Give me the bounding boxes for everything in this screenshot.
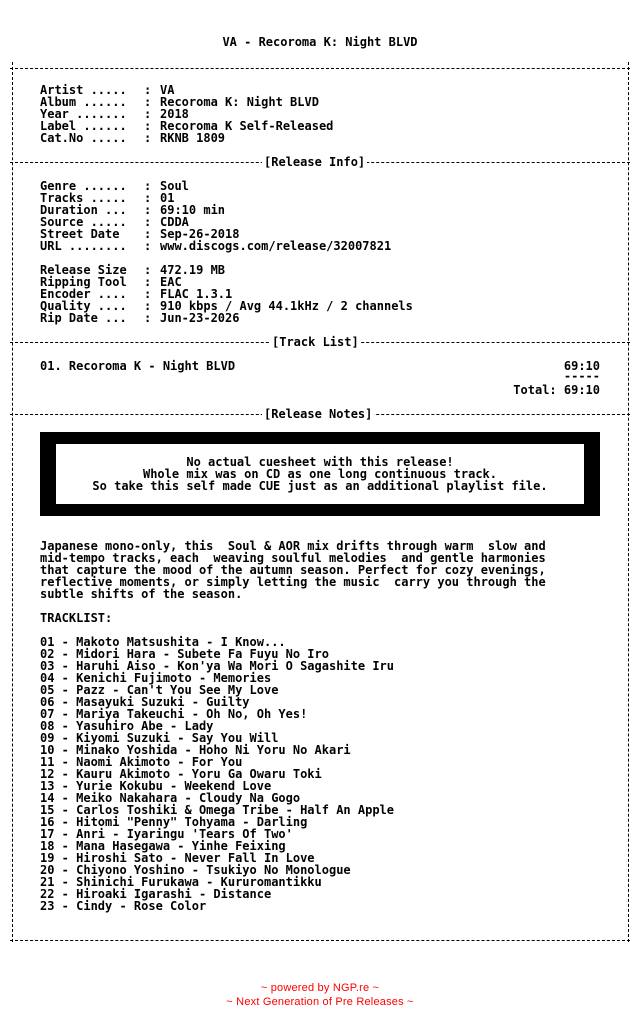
top-rule: [10, 68, 630, 69]
release_info-value: 01: [160, 191, 175, 205]
info-value: Recoroma K: Night BLVD: [160, 95, 319, 109]
notice-box: [40, 432, 600, 516]
rip_info-key: Quality ....: [40, 299, 127, 313]
track-list-heading: [Track List]: [272, 335, 359, 349]
rip_info-key: Ripping Tool: [40, 275, 127, 289]
rip_info-value: 472.19 MB: [160, 263, 226, 277]
info-separator: :: [144, 107, 152, 121]
rip_info-value: Jun-23-2026: [160, 311, 240, 325]
release_info-key: Tracks .....: [40, 191, 127, 205]
release_info-separator: :: [144, 179, 152, 193]
rip_info-value: 910 kbps / Avg 44.1kHz / 2 channels: [160, 299, 413, 313]
description-line: that capture the mood of the autumn season. Perfect for cozy evenings,: [40, 563, 546, 577]
tracklist-item: 16 - Hitomi "Penny" Tohyama - Darling: [40, 815, 308, 829]
track-list-total: Total: 69:10: [513, 383, 600, 397]
tracklist-item: 10 - Minako Yoshida - Hoho Ni Yoru No Akari: [40, 743, 351, 757]
tracklist-item: 21 - Shinichi Furukawa - Kururomantikku: [40, 875, 322, 889]
rip_info-key: Release Size: [40, 263, 127, 277]
tracklist-item: 11 - Naomi Akimoto - For You: [40, 755, 243, 769]
tracklist-item: 09 - Kiyomi Suzuki - Say You Will: [40, 731, 279, 745]
release_info-separator: :: [144, 227, 152, 241]
rip_info-separator: :: [144, 299, 152, 313]
notice-panel: [56, 444, 584, 504]
release_info-key: Duration ...: [40, 203, 127, 217]
notice-line: So take this self made CUE just as an additional playlist file.: [92, 479, 548, 493]
tracklist-item: 12 - Kauru Akimoto - Yoru Ga Owaru Toki: [40, 767, 322, 781]
info-value: Recoroma K Self-Released: [160, 119, 334, 133]
info-key: Artist .....: [40, 83, 127, 97]
rip_info-value: EAC: [160, 275, 182, 289]
rip_info-key: Encoder ....: [40, 287, 127, 301]
tracklist-item: 02 - Midori Hara - Subete Fa Fuyu No Iro: [40, 647, 329, 661]
info-key: Year .......: [40, 107, 127, 121]
release_info-key: Street Date: [40, 227, 120, 241]
info-value: 2018: [160, 107, 189, 121]
tracklist-item: 06 - Masayuki Suzuki - Guilty: [40, 695, 250, 709]
description-line: Japanese mono-only, this Soul & AOR mix drifts through warm slow and: [40, 539, 546, 553]
notice-line: No actual cuesheet with this release!: [186, 455, 454, 469]
tracklist-item: 13 - Yurie Kokubu - Weekend Love: [40, 779, 272, 793]
info-key: Label ......: [40, 119, 127, 133]
description-line: subtle shifts of the season.: [40, 587, 243, 601]
release-info-heading: [Release Info]: [264, 155, 366, 169]
track-list-total-rule: -----: [563, 369, 600, 383]
tracklist-item: 15 - Carlos Toshiki & Omega Tribe - Half An Apple: [40, 803, 395, 817]
release-info-rule: [10, 155, 630, 169]
release_info-value: www.discogs.com/release/32007821: [160, 239, 392, 253]
description-line: mid-tempo tracks, each weaving soulful melodies and gentle harmonies: [40, 551, 546, 565]
rip_info-value: FLAC 1.3.1: [160, 287, 233, 301]
tracklist-item: 20 - Chiyono Yoshino - Tsukiyo No Monologue: [40, 863, 351, 877]
tracklist-item: 18 - Mana Hasegawa - Yinhe Feixing: [40, 839, 286, 853]
release_info-value: CDDA: [160, 215, 189, 229]
tracklist-item: 01 - Makoto Matsushita - I Know...: [40, 635, 286, 649]
tracklist-item: 03 - Haruhi Aiso - Kon'ya Wa Mori O Sagashite Iru: [40, 659, 395, 673]
footer-powered-by: ~ powered by NGP.re ~: [260, 982, 380, 994]
info-separator: :: [144, 83, 152, 97]
track-list-rule: [10, 335, 630, 349]
release_info-key: URL ........: [40, 239, 127, 253]
description-line: reflective moments, or simply letting the music carry you through the: [40, 575, 546, 589]
release_info-key: Genre ......: [40, 179, 127, 193]
info-separator: :: [144, 131, 152, 145]
tracklist-heading: TRACKLIST:: [40, 611, 113, 625]
rip_info-key: Rip Date ...: [40, 311, 127, 325]
rip_info-separator: :: [144, 311, 152, 325]
release_info-separator: :: [144, 191, 152, 205]
release_info-value: Soul: [160, 179, 189, 193]
tracklist-item: 05 - Pazz - Can't You See My Love: [40, 683, 279, 697]
release_info-separator: :: [144, 215, 152, 229]
track-list-time: 69:10: [563, 359, 600, 373]
tracklist-item: 23 - Cindy - Rose Color: [40, 899, 207, 913]
release-notes-heading: [Release Notes]: [264, 407, 373, 421]
info-value: RKNB 1809: [160, 131, 226, 145]
rip_info-separator: :: [144, 263, 152, 277]
info-value: VA: [160, 83, 175, 97]
rip_info-separator: :: [144, 287, 152, 301]
track-list-entry: 01. Recoroma K - Night BLVD: [40, 359, 236, 373]
release_info-value: Sep-26-2018: [160, 227, 240, 241]
tracklist-item: 14 - Meiko Nakahara - Cloudy Na Gogo: [40, 791, 301, 805]
rip_info-separator: :: [144, 275, 152, 289]
release-title: VA - Recoroma K: Night BLVD: [222, 35, 418, 49]
info-separator: :: [144, 95, 152, 109]
release_info-value: 69:10 min: [160, 203, 226, 217]
notice-line: Whole mix was on CD as one long continuous track.: [142, 467, 497, 481]
tracklist-item: 19 - Hiroshi Sato - Never Fall In Love: [40, 851, 315, 865]
tracklist-item: 04 - Kenichi Fujimoto - Memories: [40, 671, 272, 685]
info-key: Cat.No .....: [40, 131, 127, 145]
tracklist-item: 22 - Hiroaki Igarashi - Distance: [40, 887, 272, 901]
tracklist-item: 08 - Yasuhiro Abe - Lady: [40, 719, 214, 733]
tracklist-item: 17 - Anri - Iyaringu 'Tears Of Two': [40, 827, 293, 841]
release_info-key: Source .....: [40, 215, 127, 229]
info-separator: :: [144, 119, 152, 133]
release_info-separator: :: [144, 239, 152, 253]
release-notes-rule: [10, 407, 630, 421]
release_info-separator: :: [144, 203, 152, 217]
bottom-rule: [10, 940, 630, 941]
tracklist-item: 07 - Mariya Takeuchi - Oh No, Oh Yes!: [40, 707, 308, 721]
footer-tagline: ~ Next Generation of Pre Releases ~: [226, 996, 414, 1008]
info-key: Album ......: [40, 95, 127, 109]
frame-right: [628, 62, 629, 942]
